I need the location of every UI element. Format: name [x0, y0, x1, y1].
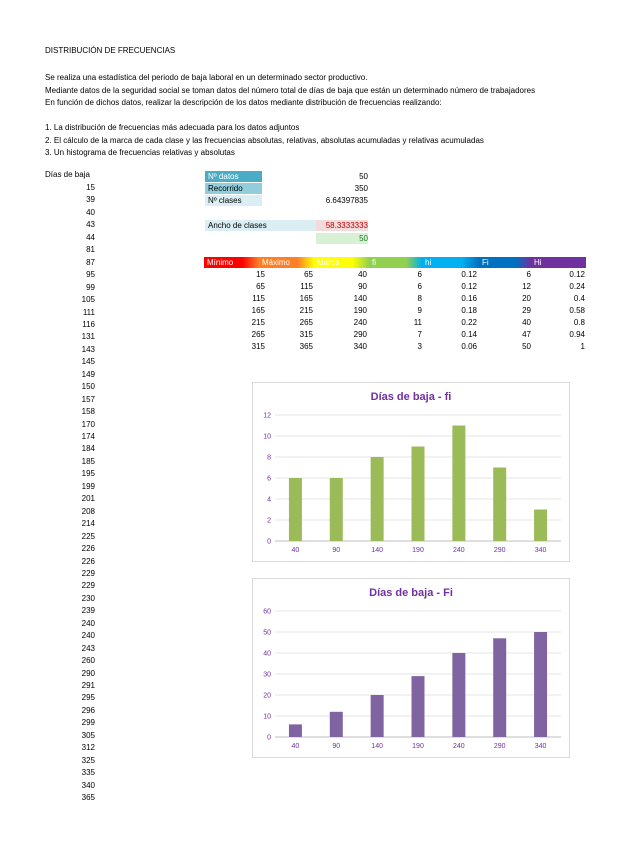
- dias-value: 365: [81, 793, 95, 803]
- y-tick-label: 0: [267, 734, 271, 742]
- dias-value: 230: [81, 593, 95, 603]
- chart-Fi-plot: [253, 579, 569, 757]
- freq-cell: 1: [580, 342, 585, 351]
- dias-value: 158: [81, 407, 95, 417]
- freq-cell: 0.06: [461, 342, 477, 351]
- n-datos-value: 50: [359, 172, 368, 181]
- y-tick-label: 12: [263, 412, 271, 420]
- bar: [412, 447, 425, 542]
- intro-line: Se realiza una estadística del periodo de baja laboral en un determinado sector productivo.: [45, 73, 368, 82]
- freq-cell: 0.4: [573, 294, 585, 303]
- x-tick-label: 290: [493, 547, 506, 554]
- dias-value: 81: [86, 245, 95, 255]
- dias-value: 340: [81, 780, 95, 790]
- freq-cell: 9: [417, 306, 422, 315]
- dias-value: 243: [81, 643, 95, 653]
- dias-value: 208: [81, 506, 95, 516]
- ancho-value: 58.3333333: [316, 220, 368, 231]
- bar: [289, 478, 302, 541]
- dias-value: 15: [86, 183, 95, 192]
- bar: [493, 468, 506, 542]
- freq-cell: 7: [417, 330, 422, 339]
- freq-cell: 365: [299, 342, 313, 351]
- y-tick-label: 4: [267, 496, 271, 504]
- dias-value: 335: [81, 768, 95, 778]
- y-tick-label: 60: [263, 608, 271, 616]
- freq-cell: 290: [353, 330, 367, 339]
- freq-row: [204, 341, 586, 353]
- recorrido-label: Recorrido: [205, 183, 262, 194]
- freq-row: [204, 305, 586, 317]
- freq-cell: 215: [299, 306, 313, 315]
- dias-value: 325: [81, 755, 95, 765]
- dias-value: 201: [81, 494, 95, 504]
- dias-value: 260: [81, 656, 95, 666]
- freq-cell: 165: [299, 294, 313, 303]
- bar: [534, 632, 547, 737]
- freq-cell: 6: [417, 270, 422, 279]
- dias-value: 296: [81, 705, 95, 715]
- freq-header-cell: Hi: [531, 257, 586, 268]
- freq-cell: 340: [353, 342, 367, 351]
- x-tick-label: 140: [371, 743, 383, 750]
- freq-row: [204, 293, 586, 305]
- freq-row: [204, 269, 586, 281]
- chart-Fi-cumulative: [252, 578, 570, 758]
- dias-value: 131: [81, 332, 95, 342]
- x-tick-label: 40: [291, 743, 300, 750]
- y-tick-label: 20: [263, 692, 271, 700]
- x-tick-label: 140: [371, 547, 383, 554]
- dias-value: 290: [81, 668, 95, 678]
- y-tick-label: 10: [263, 433, 271, 441]
- freq-cell: 0.12: [461, 282, 477, 291]
- ancho-rounded: 50: [316, 233, 368, 244]
- freq-cell: 8: [417, 294, 422, 303]
- x-tick-label: 340: [534, 743, 547, 750]
- n-clases-value: 6.64397835: [325, 196, 368, 205]
- freq-header-cell: fi: [369, 257, 422, 268]
- dias-value: 149: [81, 369, 95, 379]
- freq-header-cell: hi: [422, 257, 479, 268]
- chart-title: Días de baja - Fi: [369, 587, 453, 599]
- freq-cell: 40: [358, 270, 367, 279]
- freq-cell: 315: [299, 330, 313, 339]
- freq-cell: 0.18: [461, 306, 477, 315]
- intro-line: Mediante datos de la seguridad social se toman datos del número total de días de baja que están un determinado número de trabajadores: [45, 85, 536, 95]
- freq-cell: 0.8: [573, 318, 585, 327]
- chart-title: Días de baja - fi: [370, 391, 452, 403]
- task-item: 3. Un histograma de frecuencias relativas y absolutas: [45, 148, 235, 157]
- dias-value: 145: [81, 357, 95, 367]
- freq-cell: 15: [256, 270, 265, 279]
- freq-cell: 20: [522, 294, 531, 303]
- bar: [330, 478, 343, 541]
- bar: [534, 510, 547, 542]
- dias-value: 199: [81, 481, 95, 491]
- task-item: 1. La distribución de frecuencias más adecuada para los datos adjuntos: [45, 123, 300, 132]
- dias-value: 291: [81, 681, 95, 690]
- problem-statement: [45, 72, 535, 110]
- dias-value: 240: [81, 618, 95, 628]
- freq-cell: 90: [358, 282, 367, 291]
- y-tick-label: 0: [267, 538, 271, 546]
- freq-cell: 0.22: [461, 318, 477, 327]
- dias-value: 111: [82, 307, 95, 317]
- freq-cell: 0.14: [461, 330, 477, 339]
- freq-table-header: [204, 257, 586, 268]
- freq-cell: 12: [522, 282, 531, 291]
- bar: [371, 457, 384, 541]
- n-clases-label: Nº clases: [205, 195, 262, 206]
- y-tick-label: 40: [263, 650, 271, 658]
- dias-value: 170: [81, 419, 95, 429]
- dias-value: 39: [86, 195, 95, 205]
- x-tick-label: 190: [412, 547, 424, 554]
- freq-cell: 265: [251, 330, 265, 339]
- freq-cell: 40: [522, 318, 531, 327]
- dias-value: 143: [81, 344, 95, 354]
- x-tick-label: 240: [453, 743, 465, 750]
- page-title: DISTRIBUCIÓN DE FRECUENCIAS: [45, 46, 176, 55]
- x-tick-label: 240: [453, 547, 465, 554]
- dias-value: 150: [81, 382, 95, 392]
- dias-value: 295: [81, 693, 95, 703]
- chart-fi-plot: [253, 383, 569, 561]
- freq-header-cell: Marca: [314, 257, 369, 268]
- freq-cell: 3: [417, 342, 422, 351]
- intro-line: En función de dichos datos, realizar la descripción de los datos mediante distribución de frecuencias realizando:: [45, 98, 442, 107]
- task-list: [45, 122, 484, 160]
- dias-value: 174: [81, 432, 95, 441]
- freq-cell: 0.24: [569, 282, 585, 291]
- dias-value: 116: [82, 319, 95, 329]
- chart-fi: [252, 382, 570, 562]
- n-datos-label: Nº datos: [205, 171, 262, 182]
- freq-cell: 265: [299, 318, 313, 327]
- y-tick-label: 6: [267, 475, 271, 483]
- dias-value: 239: [81, 606, 95, 616]
- bar: [452, 653, 465, 737]
- x-tick-label: 90: [332, 743, 341, 750]
- freq-cell: 50: [522, 342, 531, 351]
- freq-cell: 0.94: [569, 330, 585, 339]
- freq-cell: 11: [413, 318, 422, 327]
- bar: [452, 426, 465, 542]
- freq-cell: 140: [353, 294, 367, 303]
- freq-cell: 0.12: [461, 270, 477, 279]
- dias-value: 87: [86, 257, 95, 267]
- dias-value: 105: [81, 295, 95, 305]
- dias-value: 229: [81, 581, 95, 591]
- dias-value: 40: [86, 207, 95, 217]
- bar: [493, 638, 506, 737]
- bar: [371, 695, 384, 737]
- dias-value: 299: [81, 718, 95, 728]
- dias-value: 226: [81, 556, 95, 566]
- x-tick-label: 40: [291, 547, 300, 554]
- dias-value: 195: [81, 469, 95, 479]
- dias-value: 229: [81, 568, 95, 578]
- freq-cell: 0.16: [461, 294, 477, 303]
- freq-cell: 115: [300, 282, 313, 291]
- y-tick-label: 50: [263, 629, 271, 637]
- freq-header-cell: Fi: [479, 257, 531, 268]
- freq-cell: 29: [522, 306, 531, 315]
- task-item: 2. El cálculo de la marca de cada clase y las frecuencias absolutas, relativas, absolutas acumuladas y relativas acumuladas: [45, 135, 484, 145]
- freq-header-cell: Mínimo: [204, 257, 259, 268]
- freq-cell: 0.58: [569, 306, 585, 315]
- bar: [412, 676, 425, 737]
- bar: [330, 712, 343, 737]
- dias-value: 226: [81, 544, 95, 554]
- x-tick-label: 90: [332, 547, 341, 554]
- y-tick-label: 8: [267, 454, 271, 462]
- dias-value: 184: [81, 444, 95, 454]
- y-tick-label: 30: [263, 671, 271, 679]
- freq-cell: 215: [251, 318, 265, 327]
- freq-header-cell: Máximo: [259, 257, 314, 268]
- x-tick-label: 290: [493, 743, 506, 750]
- dias-value: 99: [86, 282, 95, 292]
- freq-row: [204, 317, 586, 329]
- recorrido-value: 350: [354, 184, 368, 193]
- freq-row: [204, 329, 586, 341]
- freq-cell: 115: [252, 294, 265, 303]
- freq-cell: 315: [251, 342, 265, 351]
- dias-value: 95: [86, 270, 95, 280]
- freq-cell: 240: [353, 318, 367, 327]
- freq-cell: 6: [417, 282, 422, 291]
- ancho-label: Ancho de clases: [205, 220, 316, 231]
- freq-cell: 6: [526, 270, 531, 279]
- freq-row: [204, 281, 586, 293]
- x-tick-label: 340: [534, 547, 547, 554]
- freq-cell: 47: [522, 330, 531, 339]
- dias-value: 312: [81, 743, 95, 753]
- dias-value: 240: [81, 631, 95, 641]
- dias-header: Días de baja: [45, 170, 90, 179]
- y-tick-label: 10: [263, 713, 271, 721]
- dias-value: 44: [86, 232, 95, 242]
- freq-cell: 0.12: [569, 270, 585, 279]
- y-tick-label: 2: [267, 517, 271, 525]
- dias-value: 43: [86, 220, 95, 230]
- dias-value: 305: [81, 730, 95, 740]
- freq-cell: 165: [251, 306, 265, 315]
- dias-value: 157: [81, 394, 95, 404]
- freq-cell: 190: [353, 306, 367, 315]
- freq-cell: 65: [256, 282, 265, 291]
- bar: [289, 724, 302, 737]
- dias-value: 214: [81, 519, 95, 529]
- freq-cell: 65: [304, 270, 313, 279]
- dias-value: 225: [81, 531, 95, 541]
- x-tick-label: 190: [412, 743, 424, 750]
- dias-value: 185: [81, 456, 95, 466]
